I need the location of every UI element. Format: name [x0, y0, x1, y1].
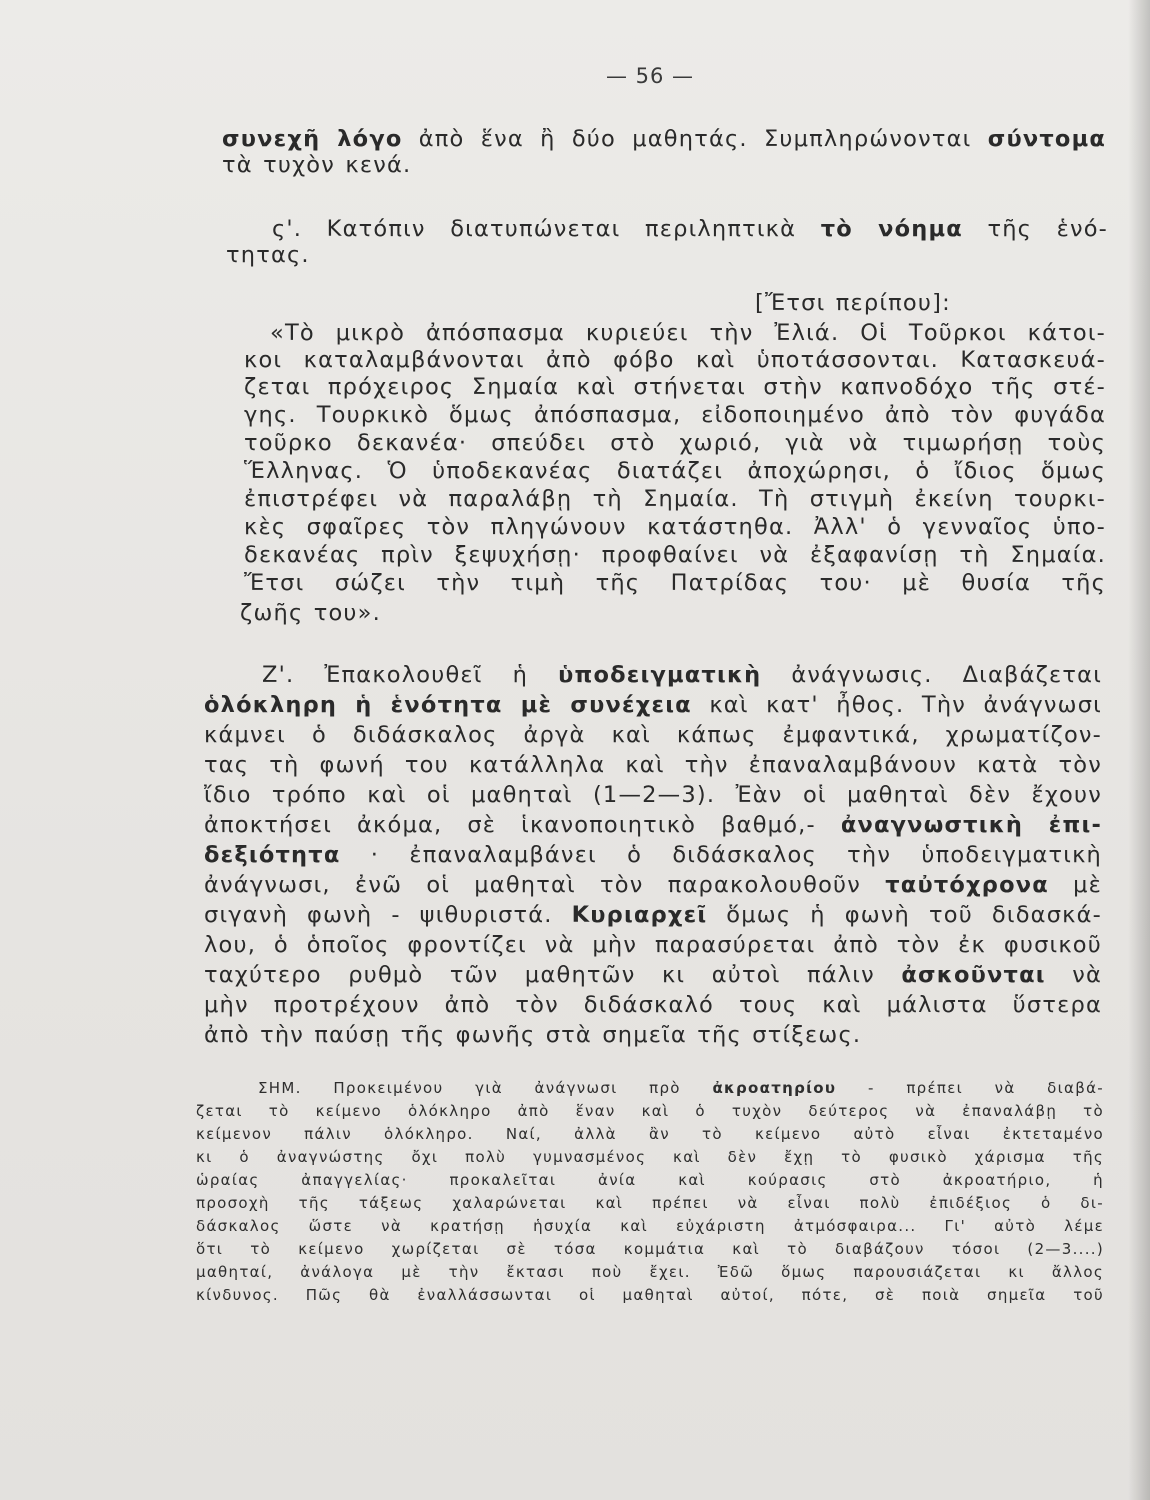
example-line: ζεται πρόχειρος Σημαία καὶ στήνεται στὴν καπνοδόχο τῆς στέ-: [244, 374, 1106, 400]
text-run: μὲ: [1048, 872, 1102, 898]
text-run: · ἐπαναλαμβάνει ὁ διδάσκαλος τὴν ὑποδειγματικὴ: [340, 842, 1102, 868]
text-run: καὶ κατ' ἦθος. Τὴν ἀνάγνωσι: [691, 692, 1102, 718]
text-run: ΣΗΜ. Προκειμένου γιὰ ἀνάγνωσι πρὸ: [258, 1079, 713, 1097]
step7-line-11: [204, 960, 1102, 990]
footnote-line: ὡραίας ἀπαγγελίας· προκαλεῖται ἀνία καὶ κούρασις στὸ ἀκροατήριο, ἡ: [196, 1171, 1104, 1189]
text-run: ταχύτερο ρυθμὸ τῶν μαθητῶν κι αὐτοὶ πάλιν: [204, 962, 902, 988]
emphasis-text: συνεχῆ λόγο: [222, 126, 403, 152]
footnote-line: ζεται τὸ κείμενο ὁλόκληρο ἀπὸ ἕναν καὶ ὁ τυχὸν δεύτερος νὰ ἐπαναλάβῃ τὸ: [196, 1102, 1104, 1120]
text-run: νὰ: [1045, 962, 1102, 988]
footnote-line-1: [258, 1078, 1104, 1098]
emphasis-text: ἀκροατηρίου: [712, 1079, 837, 1097]
emphasis-text: δεξιότητα: [204, 842, 341, 868]
text-run: ς'. Κατόπιν διατυπώνεται περιληπτικὰ: [272, 216, 821, 242]
step7-line-3: κάμνει ὁ διδάσκαλος ἀργὰ καὶ κάπως ἐμφαντικά, χρωματίζον-: [204, 722, 1102, 748]
emphasis-text: ταὐτόχρονα: [885, 872, 1049, 898]
text-run: - πρέπει νὰ διαβά-: [836, 1079, 1104, 1097]
step6-line-2: τητας.: [226, 242, 310, 268]
text-run: ἀνάγνωσις. Διαβάζεται: [761, 662, 1103, 688]
example-heading: [Ἔτσι περίπου]:: [755, 290, 951, 316]
text-run: Ζ'. Ἐπακολουθεῖ ἡ: [262, 662, 559, 688]
page-number: — 56 —: [605, 64, 695, 88]
emphasis-text: ὁλόκληρη ἡ ἑνότητα μὲ συνέχεια: [204, 692, 692, 718]
example-line: δεκανέας πρὶν ξεψυχήσῃ· προφθαίνει νὰ ἐξαφανίσῃ τὴ Σημαία.: [244, 542, 1106, 568]
example-line: «Τὸ μικρὸ ἀπόσπασμα κυριεύει τὴν Ἐλιά. Οἱ Τοῦρκοι κάτοι-: [270, 320, 1106, 346]
step7-line-10: λου, ὁ ὁποῖος φροντίζει νὰ μὴν παρασύρεται ἀπὸ τὸν ἐκ φυσικοῦ: [204, 932, 1102, 958]
step7-line-1: [262, 660, 1102, 690]
example-line: ἐπιστρέφει νὰ παραλάβῃ τὴ Σημαία. Τὴ στιγμὴ ἐκείνη τουρκι-: [244, 486, 1106, 512]
step7-line-9: [204, 900, 1102, 930]
text-run: ὅμως ἡ φωνὴ τοῦ διδασκά-: [707, 902, 1102, 928]
footnote-line: κείμενον πάλιν ὁλόκληρο. Ναί, ἀλλὰ ἂν τὸ κείμενο αὐτὸ εἶναι ἐκτεταμένο: [196, 1125, 1104, 1143]
emphasis-text: Κυριαρχεῖ: [571, 902, 708, 928]
step7-line-6: [204, 810, 1102, 840]
footnote-line: μαθηταί, ἀνάλογα μὲ τὴν ἔκτασι ποὺ ἔχει. Ἐδῶ ὅμως παρουσιάζεται κι ἄλλος: [196, 1263, 1104, 1281]
text-run: ἀπὸ ἕνα ἢ δύο μαθητάς. Συμπληρώνονται: [402, 126, 988, 152]
emphasis-text: σύντομα: [987, 126, 1106, 152]
example-line: Ἔτσι σώζει τὴν τιμὴ τῆς Πατρίδας του· μὲ θυσία τῆς: [244, 570, 1106, 596]
text-run: ἀνάγνωσι, ἐνῶ οἱ μαθηταὶ τὸν παρακολουθοῦν: [204, 872, 886, 898]
example-line: γης. Τουρκικὸ ὅμως ἀπόσπασμα, εἰδοποιημένο ἀπὸ τὸν φυγάδα: [244, 402, 1106, 428]
example-line: κοι καταλαμβάνονται ἀπὸ φόβο καὶ ὑποτάσσονται. Κατασκευά-: [244, 347, 1106, 373]
step7-line-2: [204, 690, 1102, 720]
footnote-line: κίνδυνος. Πῶς θὰ ἐναλλάσσωνται οἱ μαθηταὶ αὐτοί, πότε, σὲ ποιὰ σημεῖα τοῦ: [196, 1286, 1104, 1304]
step7-line-8: [204, 870, 1102, 900]
step7-line-13: ἀπὸ τὴν παύσῃ τῆς φωνῆς στὰ σημεῖα τῆς στίξεως.: [204, 1022, 862, 1048]
emphasis-text: ἀσκοῦνται: [901, 962, 1046, 988]
text-run: ἀποκτήσει ἀκόμα, σὲ ἱκανοποιητικὸ βαθμό,-: [204, 812, 841, 838]
text-run: τῆς ἑνό-: [962, 216, 1108, 242]
step7-line-4: τας τὴ φωνή του κατάλληλα καὶ τὴν ἐπαναλαμβάνουν κατὰ τὸν: [204, 752, 1102, 778]
example-line: κὲς σφαῖρες τὸν πληγώνουν κατάστηθα. Ἀλλ' ὁ γενναῖος ὑπο-: [244, 514, 1106, 540]
footnote-line: προσοχὴ τῆς τάξεως χαλαρώνεται καὶ πρέπει νὰ εἶναι πολὺ ἐπιδέξιος ὁ δι-: [196, 1194, 1104, 1212]
example-line: Ἕλληνας. Ὁ ὑποδεκανέας διατάζει ἀποχώρησι, ὁ ἴδιος ὅμως: [244, 458, 1106, 484]
emphasis-text: τὸ νόημα: [820, 216, 963, 242]
example-line: ζωῆς του».: [240, 600, 381, 626]
intro-line-2: τὰ τυχὸν κενά.: [222, 152, 412, 178]
step7-line-5: ἴδιο τρόπο καὶ οἱ μαθηταὶ (1—2—3). Ἐὰν οἱ μαθηταὶ δὲν ἔχουν: [204, 782, 1102, 808]
footnote-line: ὅτι τὸ κείμενο χωρίζεται σὲ τόσα κομμάτια καὶ τὸ διαβάζουν τόσοι (2—3....): [196, 1240, 1104, 1258]
step7-line-12: μὴν προτρέχουν ἀπὸ τὸν διδάσκαλό τους καὶ μάλιστα ὕστερα: [204, 992, 1102, 1018]
example-line: τοῦρκο δεκανέα· σπεύδει στὸ χωριό, γιὰ νὰ τιμωρήσῃ τοὺς: [244, 430, 1106, 456]
emphasis-text: ἀναγνωστικὴ ἐπι-: [840, 812, 1102, 838]
emphasis-text: ὑποδειγματικὴ: [558, 662, 762, 688]
footnote-line: κι ὁ ἀναγνώστης ὄχι πολὺ γυμνασμένος καὶ δὲν ἔχῃ τὸ φυσικὸ χάρισμα τῆς: [196, 1148, 1104, 1166]
page-edge-shadow: [1128, 0, 1150, 1500]
step7-line-7: [204, 840, 1102, 870]
footnote-line: δάσκαλος ὥστε νὰ κρατήσῃ ἡσυχία καὶ εὐχάριστη ἀτμόσφαιρα... Γι' αὐτὸ λέμε: [196, 1217, 1104, 1235]
step6-line-1: [272, 214, 1108, 244]
text-run: σιγανὴ φωνὴ - ψιθυριστά.: [204, 902, 572, 928]
